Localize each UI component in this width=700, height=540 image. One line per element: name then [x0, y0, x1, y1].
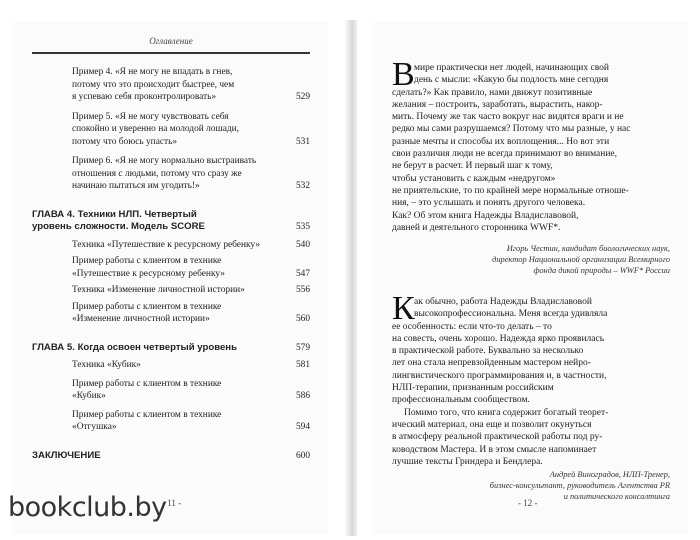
quote-line: свои различия люди не всегда принимают во внимание,: [392, 149, 618, 160]
page-number: - 12 -: [518, 498, 538, 508]
quote-line: мить. Почему же так часто вокруг нас видятся враги и не: [392, 112, 624, 123]
watermark-logo: bookclub.by: [8, 492, 167, 523]
drop-cap: В: [392, 56, 415, 93]
quote-line: НЛП-терапии, признанным российским: [392, 383, 554, 394]
toc-entry-line: потому что это происходит быстрее, чем: [72, 79, 235, 90]
toc-page-number: 540: [295, 239, 310, 250]
toc-chapter: [32, 450, 310, 463]
quote-line: ния, – это услышать и понять другого человека.: [392, 198, 586, 209]
toc-entry: [32, 359, 310, 372]
toc-entry-line: начинаю пытаться им угодить!»: [72, 181, 200, 191]
quote-line: ак обычно, работа Надежды Владиславовой: [414, 297, 592, 307]
toc-entry: [32, 378, 310, 403]
author-line: фонда дикой природы – WWF* России: [533, 265, 670, 275]
author-line: Андрей Виноградов, НЛП-Тренер,: [549, 470, 670, 479]
quote-line: профессиональным сообществом.: [392, 395, 530, 406]
toc-page-number: 581: [295, 360, 310, 370]
toc-entry-line: Техника «Путешествие к ресурсному ребенку»: [72, 239, 261, 250]
toc-entry: [32, 111, 310, 149]
toc-entry-line: Техника «Изменение личностной истории»: [72, 285, 245, 295]
toc-chapter: [32, 209, 310, 234]
quote-line: лингвистического программирования и, в частности,: [392, 370, 607, 381]
toc-entry-line: отношения с людьми, потому что сразу же: [72, 168, 242, 179]
quote-line: ее особенность: если что-то делать – то: [392, 321, 552, 332]
toc-entry: [32, 239, 310, 252]
drop-cap: К: [392, 290, 415, 327]
quote-author: [490, 470, 670, 502]
header-rule: [32, 52, 310, 54]
toc-page-number: 547: [295, 268, 310, 279]
toc-chapter: [32, 342, 310, 355]
quote-line: на совесть, очень хорошо. Надежда ярко проявилась: [392, 333, 605, 344]
quote-line: в практической работе. Буквально за несколько: [392, 346, 584, 357]
toc-entry-line: ГЛАВА 5. Когда освоен четвертый уровень: [32, 341, 238, 353]
toc-entry-line: спокойно и уверенно на молодой лошади,: [72, 124, 239, 134]
toc-entry: [32, 155, 310, 193]
toc-entry: [32, 284, 310, 297]
toc-entry-line: я успеваю себя проконтролировать»: [72, 92, 217, 102]
author-line: Игорь Честин, кандидат биологических наук,: [506, 244, 670, 253]
quote-line: в атмосферу реальной практической работы под ру-: [392, 432, 603, 443]
quote-line: не приятельские, то по крайней мере нормальные отноше-: [392, 185, 629, 196]
toc-page-number: 532: [295, 181, 310, 191]
quote-line: сделать?» Как правило, нами движут позитивные: [392, 87, 593, 98]
quote-line: Как? Об этом книга Надежды Владиславовой,: [392, 210, 579, 221]
toc-entry-line: «Изменение личностной истории»: [72, 314, 210, 324]
toc-entry-line: ГЛАВА 4. Техники НЛП. Четвертый: [32, 208, 197, 220]
toc-page-number: 529: [295, 92, 310, 102]
table-of-contents: [32, 66, 310, 462]
right-page: [372, 22, 688, 534]
author-line: директор Национальной организации Всемирного: [492, 254, 670, 264]
toc-entry-line: уровень сложности. Модель SCORE: [32, 221, 205, 232]
toc-entry-line: Пример работы с клиентом в технике: [72, 378, 222, 389]
toc-page-number: 535: [295, 222, 310, 232]
toc-entry-line: «Кубик»: [72, 391, 106, 401]
toc-entry-line: потому что боюсь упасть»: [72, 136, 178, 147]
quote-block: [392, 290, 672, 468]
quote-block: [392, 56, 672, 234]
quote-author: [492, 244, 670, 276]
toc-entry-line: Пример 5. «Я не могу чувствовать себя: [72, 111, 229, 122]
toc-entry-line: Пример работы с клиентом в технике: [72, 409, 222, 420]
toc-entry-line: Пример работы с клиентом в технике: [72, 301, 222, 312]
quote-line: чтобы установить с каждым «недругом»: [392, 173, 556, 184]
quote-line: лет она стала непревзойденным мастером нейро-: [392, 358, 591, 369]
quote-line: желания – построить, заработать, вырастить, накор-: [392, 99, 603, 110]
toc-entry: [32, 409, 310, 434]
toc-page-number: 579: [295, 342, 310, 353]
toc-entry: [32, 255, 310, 280]
toc-page-number: 556: [295, 285, 310, 295]
toc-page-number: 600: [295, 450, 310, 461]
quote-line: высокопрофессиональна. Меня всегда удивляла: [414, 309, 608, 320]
toc-entry-line: «Путешествие к ресурсному ребенку»: [72, 268, 225, 279]
quote-line: Помимо того, что книга содержит богатый теорет-: [404, 407, 609, 418]
quote-line: мире практически нет людей, начинающих свой: [414, 63, 609, 73]
book-gutter: [345, 20, 357, 536]
toc-page-number: 594: [295, 422, 310, 432]
quote-line: давней и деятельного сторонника WWF*.: [392, 222, 561, 233]
running-head: Оглавление: [149, 36, 193, 46]
toc-entry-line: Техника «Кубик»: [72, 360, 141, 370]
quote-line: лучшие тексты Гриндера и Бендлера.: [392, 456, 543, 467]
toc-page-number: 531: [295, 136, 310, 147]
quote-line: разные мечты и способы их воплощения... Но вот эти: [392, 136, 610, 147]
author-line: и политического консалтинга: [563, 491, 670, 501]
left-page: [12, 22, 328, 534]
quote-line: ководством Мастера. И в этом смысле напоминает: [392, 444, 597, 455]
author-line: бизнес-консультант, руководитель Агентства PR: [489, 480, 670, 490]
toc-page-number: 560: [295, 314, 310, 324]
toc-page-number: 586: [295, 391, 310, 401]
toc-entry-line: «Отгушка»: [72, 422, 117, 432]
toc-entry: [32, 66, 310, 104]
toc-entry-line: Пример 4. «Я не могу не впадать в гнев,: [72, 67, 233, 77]
quote-line: ический материал, она еще и позволит окунуться: [392, 419, 592, 430]
toc-entry-line: Пример 6. «Я не могу нормально выстраивать: [72, 156, 257, 166]
quote-line: редко мы сами разрушаемся? Потому что мы разные, у нас: [392, 124, 631, 135]
toc-entry: [32, 301, 310, 326]
toc-entry-line: Пример работы с клиентом в технике: [72, 256, 222, 266]
quote-line: день с мысли: «Какую бы подлость мне сегодня: [414, 75, 609, 86]
toc-entry-line: ЗАКЛЮЧЕНИЕ: [32, 449, 101, 461]
page-number: - 11 -: [162, 498, 182, 508]
quote-line: не берут в расчет. И первый шаг к тому,: [392, 161, 553, 172]
